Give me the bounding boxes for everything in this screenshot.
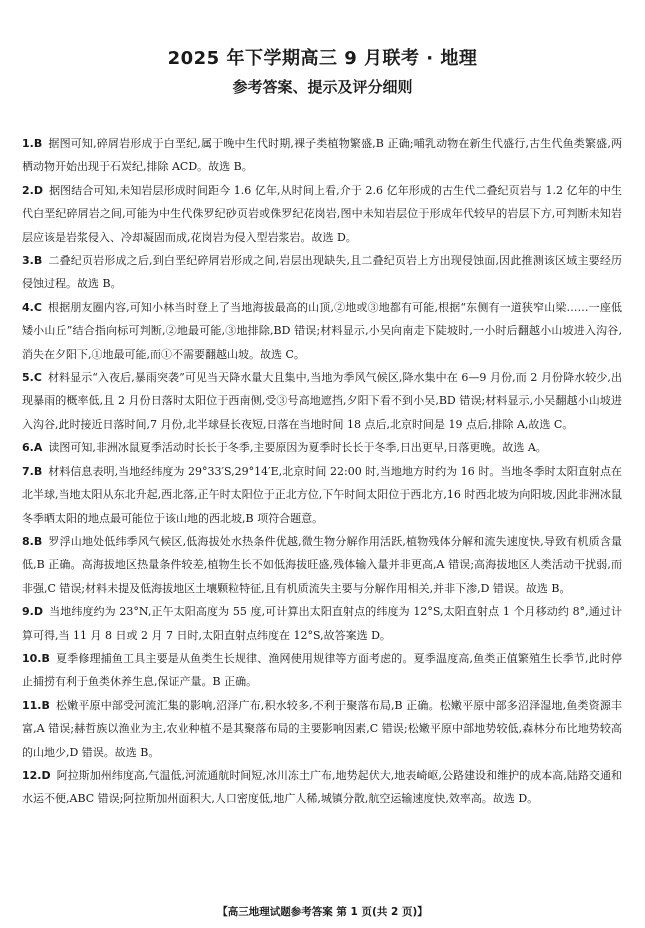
answer-item-11 — [22, 694, 622, 764]
answer-text: 据图可知,碎屑岩形成于白垩纪,属于晚中生代时期,裸子类植物繁盛,B 正确;哺乳动物在新生代盛行,古生代鱼类繁盛,两栖动物开始出现于石炭纪,排除 ACD。故选 B。 — [22, 137, 622, 174]
answer-list — [22, 132, 622, 811]
answer-text: 夏季修理捕鱼工具主要是从鱼类生长规律、渔网使用规律等方面考虑的。夏季温度高,鱼类正值繁殖生长季节,此时停止捕捞有利于鱼类休养生息,保证产量。B 正确。 — [22, 651, 622, 689]
answer-number: 4.C — [22, 300, 42, 314]
answer-number: 12.D — [22, 768, 51, 782]
answer-number: 7.B — [22, 464, 43, 478]
answer-text: 材料信息表明,当地经纬度为 29°33′S,29°14′E,北京时间 22:00 时,当地地方时约为 16 时。当地冬季时太阳直射点在北半球,当地太阳从东北升起,西北落,正午时太阳位于正北方位,下午时间太阳位于西北方,16 时西北坡为向阳坡,因此非洲冰鼠冬季晒太阳的地点最可能位于该山地的西北坡,B 项符合题意。 — [22, 464, 622, 525]
answer-item-8 — [22, 530, 622, 600]
answer-text: 读图可知,非洲冰鼠夏季活动时长长于冬季,主要原因为夏季时长长于冬季,日出更早,日落更晚。故选 A。 — [48, 441, 547, 455]
answer-text: 据图结合可知,未知岩层形成时间距今 1.6 亿年,从时间上看,介于 2.6 亿年形成的古生代二叠纪页岩与 1.2 亿年的中生代白垩纪碎屑岩之间,可能为中生代侏罗纪砂页岩或侏罗纪花岗岩,图中未知岩层位于形成年代较早的岩层下方,可判断未知岩层应该是岩浆侵入、冷却凝固而成,花岗岩为侵入型岩浆岩。故选 D。 — [22, 183, 622, 244]
answer-number: 3.B — [22, 254, 43, 268]
answer-number: 1.B — [22, 137, 43, 150]
answer-item-12 — [22, 764, 622, 811]
answer-text: 二叠纪页岩形成之后,到白垩纪碎屑岩形成之间,岩层出现缺失,且二叠纪页岩上方出现侵蚀面,因此推测该区域主要经历侵蚀过程。故选 B。 — [22, 254, 622, 291]
answer-number: 11.B — [22, 698, 50, 712]
answer-item-9 — [22, 600, 622, 647]
answer-text: 根据朋友圈内容,可知小林当时登上了当地海拔最高的山顶,②地或③地都有可能,根据“东侧有一道狭窄山梁……一座低矮小山丘”结合指向标可判断,②地最可能,③地排除,BD 错误;材料显示,小吴向南走下陡坡时,一小时后翻越小山坡进入沟谷,消失在夕阳下,①地最可能,而①不需要翻越山坡。故选 C。 — [22, 300, 622, 361]
answer-text: 松嫩平原中部受河流汇集的影响,沼泽广布,积水较多,不利于聚落布局,B 正确。松嫩平原中部多沼泽湿地,鱼类资源丰富,A 错误;赫哲族以渔业为主,农业种植不是其聚落布局的主要影响因素,C 错误;松嫩平原中部地势较低,森林分布比地势较高的山地少,D 错误。故选 B。 — [22, 698, 622, 759]
answer-number: 6.A — [22, 441, 43, 455]
page-footer: 【高三地理试题参考答案 第 1 页(共 2 页)】 — [217, 906, 428, 918]
answer-number: 10.B — [22, 651, 50, 665]
answer-number: 2.D — [22, 183, 43, 197]
answer-item-6 — [22, 436, 622, 459]
answer-item-7 — [22, 460, 622, 530]
answer-item-10 — [22, 647, 622, 694]
answer-item-4 — [22, 296, 622, 366]
answer-item-1 — [22, 132, 622, 179]
answer-text: 当地纬度约为 23°N,正午太阳高度为 55 度,可计算出太阳直射点的纬度为 12°S,太阳直射点 1 个月移动约 8°,通过计算可得,当 11 月 8 日或 2 月 7 日时,太阳直射点纬度在 12°S,故答案选 D。 — [22, 605, 622, 642]
answer-text: 罗浮山地处低纬季风气候区,低海拔处水热条件优越,微生物分解作用活跃,植物残体分解和流失速度快,导致有机质含量低,B 正确。高海拔地区热量条件较差,植物生长不如低海拔旺盛,残体输入量并非更高,A 错误;高海拔地区人类活动干扰弱,而非强,C 错误;材料未提及低海拔地区土壤颗粒特征,且有机质流失主要与分解作用相关,并非下渗,D 错误。故选 B。 — [22, 534, 622, 595]
page-subtitle: 参考答案、提示及评分细则 — [232, 78, 413, 96]
answer-item-2 — [22, 179, 622, 249]
answer-number: 8.B — [22, 534, 43, 548]
answer-item-5 — [22, 366, 622, 436]
answer-item-3 — [22, 249, 622, 296]
answer-text: 阿拉斯加州纬度高,气温低,河流通航时间短,冰川冻土广布,地势起伏大,地表崎岖,公路建设和维护的成本高,陆路交通和水运不便,ABC 错误;阿拉斯加州面积大,人口密度低,地广人稀,城镇分散,航空运输速度快,效率高。故选 D。 — [22, 768, 622, 806]
page-title: 2025 年下学期高三 9 月联考 · 地理 — [167, 48, 478, 69]
answer-number: 9.D — [22, 605, 43, 619]
answer-text: 材料显示“入夜后,暴雨突袭”可见当天降水量大且集中,当地为季风气候区,降水集中在 6—9 月份,而 2 月份降水较少,出现暴雨的概率低,且 2 月份日落时太阳位于西南侧,受③号高地遮挡,夕阳下看不到小吴,BD 错误;材料显示,小吴翻越小山坡进入沟谷,此时接近日落时间,7 月份,北半球昼长夜短,日落在当地时间 18 点后,北京时间是 19 点后,排除 A,故选 C。 — [22, 371, 622, 431]
answer-number: 5.C — [22, 371, 42, 385]
